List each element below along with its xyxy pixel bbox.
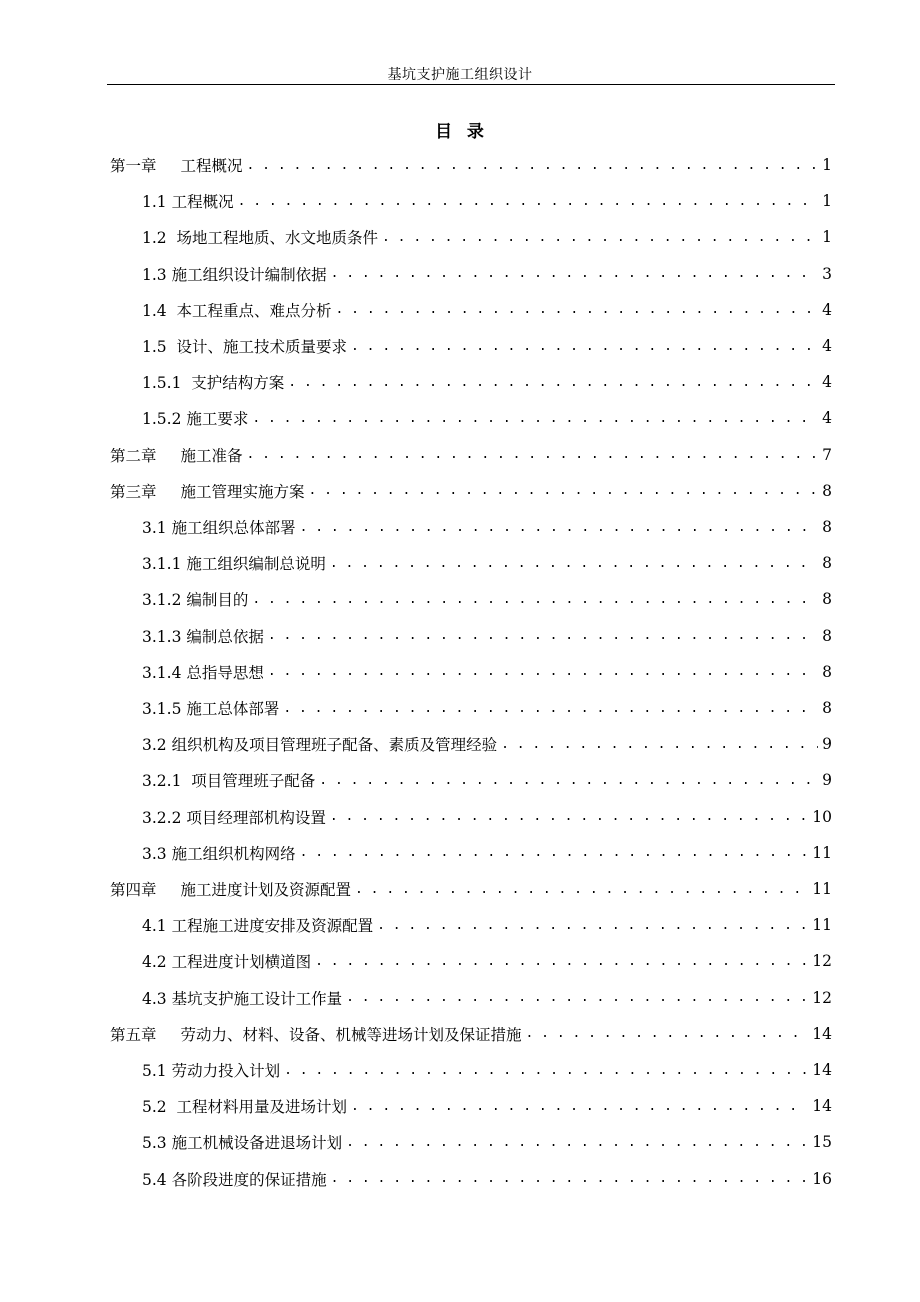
toc-chapter-entry[interactable] [110, 147, 832, 183]
toc-dot-leader [331, 1171, 809, 1186]
toc-page-number: 11 [812, 880, 832, 898]
toc-page-number: 8 [822, 626, 832, 645]
toc-entry-title: 4.1 工程施工进度安排及资源配置 [142, 917, 374, 936]
page-header-title: 基坑支护施工组织设计 [387, 67, 533, 83]
toc-section-entry[interactable] [142, 762, 832, 798]
toc-entry-title: 1.5.1 支护结构方案 [142, 374, 285, 393]
toc-entry-title: 施工准备 [180, 446, 243, 465]
toc-section-entry[interactable] [142, 943, 832, 979]
toc-dot-leader [288, 375, 818, 390]
toc-section-entry[interactable] [142, 907, 832, 943]
toc-section-entry[interactable] [142, 1052, 832, 1088]
toc-entry-title: 施工进度计划及资源配置 [180, 881, 352, 899]
toc-entry-title: 3.1.4 总指导思想 [142, 663, 264, 682]
toc-dot-leader [377, 918, 808, 933]
toc-section-entry[interactable] [142, 799, 832, 835]
toc-section-entry[interactable] [142, 1088, 832, 1124]
toc-entry-title: 1.5.2 施工要求 [142, 410, 249, 429]
toc-dot-leader [252, 411, 818, 426]
toc-entry-title: 5.3 施工机械设备进退场计划 [142, 1134, 343, 1153]
toc-dot-leader [501, 737, 818, 752]
toc-page-number: 12 [812, 952, 832, 971]
toc-page-number: 14 [812, 1061, 832, 1079]
toc-page-number: 9 [822, 735, 832, 754]
toc-page-number: 9 [822, 771, 832, 790]
toc-page-number: 8 [822, 518, 832, 536]
toc-chapter-number: 第一章 [110, 157, 157, 175]
toc-section-entry[interactable] [142, 219, 832, 255]
toc-dot-leader [351, 339, 818, 354]
toc-section-entry[interactable] [142, 618, 832, 654]
toc-entry-title: 3.1 施工组织总体部署 [142, 519, 296, 537]
toc-section-entry[interactable] [142, 1124, 832, 1160]
toc-page-number: 16 [812, 1169, 832, 1188]
toc-entry-title: 5.4 各阶段进度的保证措施 [142, 1170, 327, 1189]
toc-section-entry[interactable] [142, 509, 832, 545]
toc-dot-leader [284, 1063, 808, 1078]
toc-dot-leader [331, 266, 819, 281]
toc-entry-title: 3.2.1 项目管理班子配备 [142, 772, 316, 791]
toc-page-number: 8 [822, 590, 832, 609]
toc-section-entry[interactable] [142, 364, 832, 400]
toc-page-number: 14 [812, 1024, 832, 1043]
toc-section-entry[interactable] [142, 292, 832, 328]
toc-page-number: 8 [822, 699, 832, 717]
toc-chapter-entry[interactable] [110, 437, 832, 473]
toc-section-entry[interactable] [142, 256, 832, 292]
toc-page-number: 10 [812, 807, 832, 826]
toc-section-entry[interactable] [142, 835, 832, 871]
toc-dot-leader [346, 1135, 808, 1150]
toc-dot-leader [355, 882, 808, 897]
toc-section-entry[interactable] [142, 690, 832, 726]
toc-entry-title: 工程概况 [180, 157, 243, 175]
toc-page-number: 4 [822, 373, 832, 392]
toc-dot-leader [526, 1026, 809, 1041]
toc-page-number: 15 [812, 1133, 832, 1152]
toc-section-entry[interactable] [142, 545, 832, 581]
toc-entry-title: 5.1 劳动力投入计划 [142, 1062, 281, 1080]
toc-section-entry[interactable] [142, 183, 832, 219]
toc-entry-title: 3.1.1 施工组织编制总说明 [142, 555, 326, 574]
toc-dot-leader [247, 447, 819, 462]
toc-dot-leader [300, 520, 819, 535]
toc-section-entry[interactable] [142, 726, 832, 762]
toc-page-number: 14 [812, 1097, 832, 1116]
toc-entry-title: 3.2.2 项目经理部机构设置 [142, 808, 326, 827]
toc-entry-title: 1.1 工程概况 [142, 193, 234, 212]
toc-page-number: 1 [822, 192, 832, 211]
toc-page-number: 11 [812, 916, 832, 935]
toc-dot-leader [252, 592, 818, 607]
toc-entry-title: 4.2 工程进度计划横道图 [142, 953, 312, 972]
toc-dot-leader [382, 230, 818, 245]
toc-entry-title: 施工管理实施方案 [180, 482, 305, 501]
toc-chapter-number: 第三章 [110, 482, 157, 501]
toc-page-number: 8 [822, 481, 832, 500]
toc-dot-leader [238, 194, 819, 209]
toc-page-number: 11 [812, 843, 832, 862]
toc-dot-leader [330, 809, 808, 824]
toc-dot-leader [330, 556, 818, 571]
toc-dot-leader [315, 954, 808, 969]
toc-page-number: 7 [822, 445, 832, 464]
toc-entry-title: 3.1.3 编制总依据 [142, 627, 264, 646]
toc-entry-title: 3.1.2 编制目的 [142, 591, 249, 610]
toc-page-number: 1 [822, 228, 832, 247]
toc-chapter-number: 第五章 [110, 1025, 157, 1044]
toc-title: 目 录 [435, 122, 485, 142]
toc-entry-title: 4.3 基坑支护施工设计工作量 [142, 989, 343, 1008]
toc-entry-title: 1.2 场地工程地质、水文地质条件 [142, 229, 379, 248]
toc-dot-leader [300, 845, 809, 860]
toc-chapter-number: 第四章 [110, 881, 157, 899]
toc-dot-leader [309, 483, 819, 498]
toc-entry-title: 3.3 施工组织机构网络 [142, 844, 296, 863]
toc-section-entry[interactable] [142, 581, 832, 617]
toc-chapter-entry[interactable] [110, 871, 832, 907]
toc-page-number: 3 [822, 264, 832, 283]
toc-dot-leader [336, 302, 819, 317]
toc-page-number: 12 [812, 988, 832, 1007]
toc-dot-leader [346, 990, 808, 1005]
toc-dot-leader [319, 773, 818, 788]
toc-page-number: 4 [822, 300, 832, 319]
toc-page-number: 8 [822, 662, 832, 681]
toc-entry-title: 3.2 组织机构及项目管理班子配备、素质及管理经验 [142, 736, 498, 755]
toc-chapter-entry[interactable] [110, 1016, 832, 1052]
toc-entry-title: 1.3 施工组织设计编制依据 [142, 265, 327, 284]
toc-section-entry[interactable] [142, 654, 832, 690]
toc-entry-title: 1.4 本工程重点、难点分析 [142, 301, 332, 320]
toc-page-number: 4 [822, 409, 832, 428]
toc-dot-leader [351, 1099, 808, 1114]
toc-section-entry[interactable] [142, 400, 832, 436]
toc-dot-leader [283, 701, 818, 716]
toc-entry-title: 5.2 工程材料用量及进场计划 [142, 1098, 348, 1117]
toc-section-entry[interactable] [142, 328, 832, 364]
toc-chapter-entry[interactable] [110, 473, 832, 509]
toc-dot-leader [268, 664, 818, 679]
toc-page-number: 8 [822, 554, 832, 573]
toc-section-entry[interactable] [142, 980, 832, 1016]
toc-entry-title: 3.1.5 施工总体部署 [142, 700, 280, 718]
toc-dot-leader [247, 158, 819, 173]
toc-entry-title: 1.5 设计、施工技术质量要求 [142, 338, 348, 356]
toc-page-number: 1 [822, 156, 832, 174]
header-rule [107, 84, 835, 85]
toc-chapter-number: 第二章 [110, 446, 157, 465]
toc-page-number: 4 [822, 337, 832, 355]
toc-dot-leader [268, 628, 818, 643]
toc-section-entry[interactable] [142, 1161, 832, 1197]
toc-entry-title: 劳动力、材料、设备、机械等进场计划及保证措施 [180, 1025, 522, 1044]
